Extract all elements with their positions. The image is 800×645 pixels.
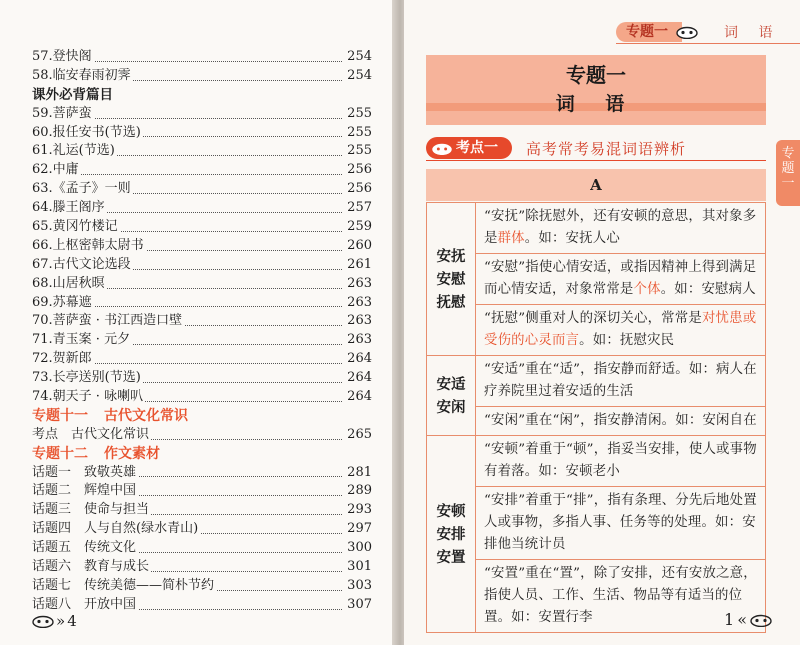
toc-item-title: 66.上枢密韩太尉书 xyxy=(32,237,144,253)
toc-item-page: 256 xyxy=(344,180,372,199)
word-term: 安抚 xyxy=(436,247,466,265)
word-term: 安闲 xyxy=(436,398,466,416)
toc-topic-heading xyxy=(32,445,372,464)
toc-item-page: 293 xyxy=(344,501,372,520)
letter-section-header: A xyxy=(426,169,766,201)
table-row xyxy=(427,407,766,436)
word-comparison-table xyxy=(426,202,766,633)
highlighted-text: 个体 xyxy=(633,282,661,297)
highlighted-text: 群体 xyxy=(497,231,525,246)
header-tab xyxy=(616,22,800,42)
word-group-cell xyxy=(427,203,476,356)
toc-item-title: 67.古代文论选段 xyxy=(32,256,131,272)
toc-item-title: 话题一 致敬英雄 xyxy=(32,464,137,480)
toc-item-page: 303 xyxy=(344,577,372,596)
header-rule xyxy=(616,43,800,44)
toc-item-page: 264 xyxy=(344,388,372,407)
left-footer xyxy=(32,612,77,630)
word-term: 安排 xyxy=(436,525,466,543)
toc-item xyxy=(32,501,372,520)
toc-item-page: 281 xyxy=(344,464,372,483)
toc-item-page: 259 xyxy=(344,218,372,237)
toc-topic-label: 专题十一 xyxy=(32,407,88,424)
word-term: 安慰 xyxy=(436,270,466,288)
word-term: 安置 xyxy=(436,548,466,566)
toc-item-page: 265 xyxy=(344,426,372,445)
word-explanation xyxy=(476,560,766,633)
toc-item-page: 255 xyxy=(344,142,372,161)
toc-item xyxy=(32,577,372,596)
toc-topic-title: 作文素材 xyxy=(104,445,160,462)
toc-topic-heading xyxy=(32,407,372,426)
toc-item xyxy=(32,67,372,86)
toc-item-title: 话题四 人与自然(绿水青山) xyxy=(32,521,199,537)
toc-item-title: 话题六 教育与成长 xyxy=(32,559,150,575)
mascot-icon xyxy=(32,614,54,628)
toc-item-page: 256 xyxy=(344,161,372,180)
toc-item xyxy=(32,350,372,369)
explanation-text: “安闲”重在“闲”，指安静清闲。如：安闲自在 xyxy=(484,413,757,428)
explanation-text: “安顿”着重于“顿”，指妥当安排，使人或事物有着落。如：安顿老小 xyxy=(484,442,757,479)
table-row xyxy=(427,487,766,560)
toc-item xyxy=(32,331,372,350)
toc-item xyxy=(32,520,372,539)
toc-item-title: 话题三 使命与担当 xyxy=(32,502,150,518)
kaodian-title: 高考常考易混词语辨析 xyxy=(526,139,687,158)
toc-item-page: 254 xyxy=(344,48,372,67)
side-tab xyxy=(776,140,800,206)
toc-item xyxy=(32,388,372,407)
toc-item-title: 70.菩萨蛮 · 书江西造口壁 xyxy=(32,313,183,329)
right-page xyxy=(404,0,800,645)
word-explanation xyxy=(476,436,766,487)
word-explanation xyxy=(476,487,766,560)
word-term: 安适 xyxy=(436,375,466,393)
toc-item-title: 话题七 传统美德——简朴节约 xyxy=(32,577,215,593)
toc-item xyxy=(32,558,372,577)
toc-item xyxy=(32,105,372,124)
word-group-cell xyxy=(427,436,476,633)
word-explanation xyxy=(476,407,766,436)
toc-topic-label: 专题十二 xyxy=(32,445,88,462)
toc-item-title: 64.滕王阁序 xyxy=(32,200,105,216)
table-row xyxy=(427,436,766,487)
toc-item-page: 307 xyxy=(344,596,372,615)
toc-item xyxy=(32,237,372,256)
toc-item xyxy=(32,369,372,388)
word-term: 抚慰 xyxy=(436,293,466,311)
toc-item-title: 话题二 辉煌中国 xyxy=(32,483,137,499)
word-explanation xyxy=(476,254,766,305)
toc-item xyxy=(32,256,372,275)
toc-item-page: 263 xyxy=(344,294,372,313)
toc-item-title: 60.报任安书(节选) xyxy=(32,124,141,140)
toc-item-title: 72.贺新郎 xyxy=(32,351,92,367)
toc-item xyxy=(32,124,372,143)
explanation-text: “安抚”除抚慰外，还有安顿的意思，其对象多是 xyxy=(484,209,757,246)
word-explanation xyxy=(476,203,766,254)
kaodian-badge xyxy=(426,137,512,159)
toc-item xyxy=(32,218,372,237)
table-row xyxy=(427,254,766,305)
left-page-number: 4 xyxy=(67,612,77,630)
toc-item xyxy=(32,199,372,218)
toc-item xyxy=(32,426,372,445)
toc-item-title: 73.长亭送别(节选) xyxy=(32,370,141,386)
toc-item xyxy=(32,48,372,67)
explanation-text: “安适”重在“适”，指安静而舒适。如：病人在疗养院里过着安适的生活 xyxy=(484,362,757,399)
toc-item xyxy=(32,312,372,331)
explanation-text: 。如：抚慰灾民 xyxy=(579,333,675,348)
right-footer xyxy=(724,610,772,629)
side-tab-char: 题 xyxy=(781,161,795,176)
side-tab-char: 一 xyxy=(781,176,795,191)
toc-item-page: 289 xyxy=(344,482,372,501)
toc-item xyxy=(32,482,372,501)
table-row xyxy=(427,305,766,356)
toc-item-title: 考点 古代文化常识 xyxy=(32,426,150,442)
word-term: 安顿 xyxy=(436,502,466,520)
toc-item-title: 69.苏幕遮 xyxy=(32,294,92,310)
topic-title: 专题一 xyxy=(566,63,626,87)
toc-item-title: 74.朝天子 · 咏喇叭 xyxy=(32,389,144,405)
toc-item-title: 62.中庸 xyxy=(32,162,79,178)
header-title: 词 语 xyxy=(724,25,781,41)
toc-item-page: 263 xyxy=(344,275,372,294)
toc-item-title: 65.黄冈竹楼记 xyxy=(32,219,118,235)
toc-section-heading xyxy=(32,86,372,105)
kaodian-rule xyxy=(426,160,766,161)
mascot-icon xyxy=(676,25,698,39)
mascot-icon xyxy=(750,613,772,627)
table-row xyxy=(427,560,766,633)
toc-heading-text: 课外必背篇目 xyxy=(32,86,113,103)
toc-item-title: 71.青玉案 · 元夕 xyxy=(32,332,131,348)
toc-item-page: 301 xyxy=(344,558,372,577)
table-row xyxy=(427,203,766,254)
toc-item xyxy=(32,596,372,615)
toc-item xyxy=(32,142,372,161)
word-group-cell xyxy=(427,356,476,436)
toc-item-title: 话题八 开放中国 xyxy=(32,596,137,612)
toc-item xyxy=(32,161,372,180)
word-explanation xyxy=(476,305,766,356)
right-page-number: 1 xyxy=(724,610,735,629)
toc-item-page: 260 xyxy=(344,237,372,256)
explanation-text: 。如：安慰病人 xyxy=(660,282,756,297)
toc-item xyxy=(32,464,372,483)
explanation-text: “抚慰”侧重对人的深切关心，常常是 xyxy=(484,311,702,326)
table-of-contents xyxy=(32,48,372,615)
highlighted-text: 对忧患或受伤的心灵而言 xyxy=(484,311,757,348)
toc-item-title: 61.礼运(节选) xyxy=(32,143,115,159)
topic-title-box xyxy=(426,55,766,125)
toc-item-page: 255 xyxy=(344,105,372,124)
chevrons-left-icon: « xyxy=(737,610,747,629)
toc-item-title: 58.临安春雨初霁 xyxy=(32,67,131,83)
toc-topic-title: 古代文化常识 xyxy=(104,407,188,424)
toc-item-page: 264 xyxy=(344,369,372,388)
chevrons-right-icon: » xyxy=(56,612,66,630)
toc-item-page: 300 xyxy=(344,539,372,558)
explanation-text: 。如：安抚人心 xyxy=(524,231,620,246)
toc-item xyxy=(32,180,372,199)
toc-item-page: 263 xyxy=(344,331,372,350)
explanation-text: “安置”重在“置”，除了安排，还有安放之意，指使人员、工作、生活、物品等有适当的位置。如：安置行李 xyxy=(484,566,757,625)
header-topic-label: 专题一 xyxy=(616,22,682,42)
toc-item-title: 63.《孟子》一则 xyxy=(32,181,131,197)
side-tab-char: 专 xyxy=(781,146,795,161)
toc-item-title: 话题五 传统文化 xyxy=(32,540,137,556)
explanation-text: “安排”着重于“排”，指有条理、分先后地处置人或事物，多指人事、任务等的处理。如：安排他当统计员 xyxy=(484,493,757,552)
toc-item-page: 297 xyxy=(344,520,372,539)
kaodian-label: 考点一 xyxy=(456,140,498,156)
topic-subtitle: 词 语 xyxy=(555,93,637,115)
toc-item xyxy=(32,275,372,294)
kaodian-heading xyxy=(426,137,766,159)
toc-item-page: 254 xyxy=(344,67,372,86)
word-explanation xyxy=(476,356,766,407)
toc-item-page: 261 xyxy=(344,256,372,275)
left-page xyxy=(0,0,396,645)
toc-item-page: 263 xyxy=(344,312,372,331)
explanation-text: “安慰”指使心情安适，或指因精神上得到满足而心情安适，对象常常是 xyxy=(484,260,757,297)
toc-item-title: 68.山居秋暝 xyxy=(32,275,105,291)
toc-item-page: 255 xyxy=(344,124,372,143)
toc-item-title: 59.菩萨蛮 xyxy=(32,105,92,121)
table-row xyxy=(427,356,766,407)
toc-item-title: 57.登快阁 xyxy=(32,49,92,64)
toc-item xyxy=(32,294,372,313)
toc-item-page: 257 xyxy=(344,199,372,218)
toc-item xyxy=(32,539,372,558)
mascot-icon xyxy=(432,142,452,155)
toc-item-page: 264 xyxy=(344,350,372,369)
